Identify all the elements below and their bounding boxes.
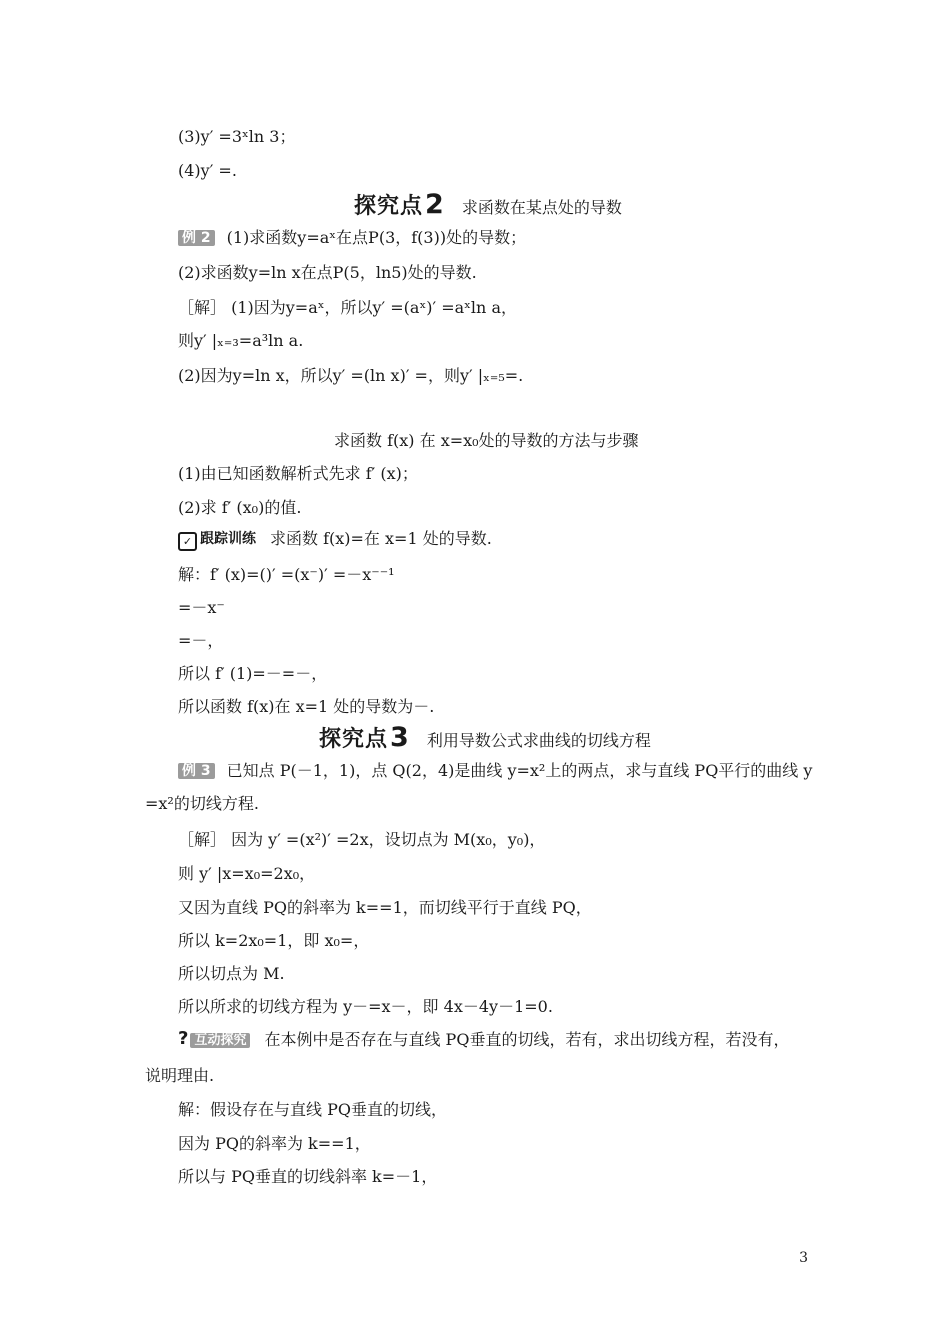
explore-tag xyxy=(178,1030,250,1048)
method-step-1: (1)由已知函数解析式先求 f′ (x)； xyxy=(178,464,418,483)
line-4: (4)y′ =. xyxy=(178,161,237,180)
solution-1: ［解］ (1)因为y=aˣ，所以y′ =(aˣ)′ =aˣln a， xyxy=(178,298,517,317)
example-3-q-cont: =x²的切线方程. xyxy=(145,794,259,813)
section-title: 探究点 xyxy=(354,194,424,219)
ex3-sol-6: 所以所求的切线方程为 y－=x－，即 4x－4y－1=0. xyxy=(178,997,553,1016)
explore-sol-3: 所以与 PQ垂直的切线斜率 k=－1， xyxy=(178,1167,438,1186)
example-2-q2: (2)求函数y=ln x在点P(5，ln5)处的导数. xyxy=(178,263,477,282)
section-heading-3 xyxy=(319,722,651,753)
explore-label: 互动探究 xyxy=(190,1033,250,1048)
section-heading-2 xyxy=(354,189,622,220)
practice-sol-1: 解：f′ (x)=()′ =(x⁻)′ =－x⁻⁻¹ xyxy=(178,565,395,584)
section-subtitle: 求函数在某点处的导数 xyxy=(461,198,622,217)
example-text: (1)求函数y=aˣ在点P(3，f(3))处的导数； xyxy=(226,228,527,247)
section-subtitle: 利用导数公式求曲线的切线方程 xyxy=(426,731,651,750)
explore-text-cont: 说明理由. xyxy=(145,1066,215,1085)
practice-text: 求函数 f(x)=在 x=1 处的导数. xyxy=(270,529,492,548)
interactive-explore xyxy=(178,1030,789,1048)
line-3: (3)y′ =3ˣln 3； xyxy=(178,127,296,146)
ex3-sol-4: 所以 k=2x₀=1，即 x₀=， xyxy=(178,931,370,950)
ex3-sol-2: 则 y′ |x=x₀=2x₀， xyxy=(178,864,316,883)
example-2-q1 xyxy=(178,230,526,246)
question-icon: ? xyxy=(178,1028,189,1049)
practice-sol-4: 所以 f′ (1)=－=－， xyxy=(178,664,328,683)
check-icon: ✓ xyxy=(178,532,197,551)
ex3-sol-3: 又因为直线 PQ的斜率为 k==1，而切线平行于直线 PQ， xyxy=(178,898,592,917)
explore-text: 在本例中是否存在与直线 PQ垂直的切线，若有，求出切线方程，若没有， xyxy=(264,1030,790,1049)
follow-up-practice xyxy=(178,531,492,551)
explore-sol-1: 解：假设存在与直线 PQ垂直的切线， xyxy=(178,1100,447,1119)
method-step-2: (2)求 f′ (x₀)的值. xyxy=(178,498,302,517)
track-tag xyxy=(178,532,256,551)
practice-sol-5: 所以函数 f(x)在 x=1 处的导数为－. xyxy=(178,697,435,716)
method-title: 求函数 f(x) 在 x=x₀处的导数的方法与步骤 xyxy=(334,431,639,450)
section-number: 2 xyxy=(425,189,444,220)
section-number: 3 xyxy=(390,722,409,753)
example-badge: 例 3 xyxy=(178,763,215,779)
ex3-sol-5: 所以切点为 M. xyxy=(178,964,285,983)
example-text: 已知点 P(－1，1)，点 Q(2，4)是曲线 y=x²上的两点，求与直线 PQ平行的曲线 y xyxy=(226,761,813,780)
solution-2: (2)因为y=ln x，所以y′ =(ln x)′ =，则y′ |ₓ₌₅=. xyxy=(178,366,524,385)
section-title: 探究点 xyxy=(319,727,389,752)
solution-1-b: 则y′ |ₓ₌₃=a³ln a. xyxy=(178,331,304,350)
ex3-sol-1: ［解］ 因为 y′ =(x²)′ =2x，设切点为 M(x₀，y₀)， xyxy=(178,830,546,849)
explore-sol-2: 因为 PQ的斜率为 k==1， xyxy=(178,1134,371,1153)
page-number: 3 xyxy=(799,1250,808,1266)
example-badge: 例 2 xyxy=(178,230,215,246)
practice-sol-3: =－， xyxy=(178,631,224,650)
example-3-q xyxy=(178,763,812,779)
track-label: 跟踪训练 xyxy=(200,531,256,547)
practice-sol-2: =－x⁻ xyxy=(178,598,225,617)
